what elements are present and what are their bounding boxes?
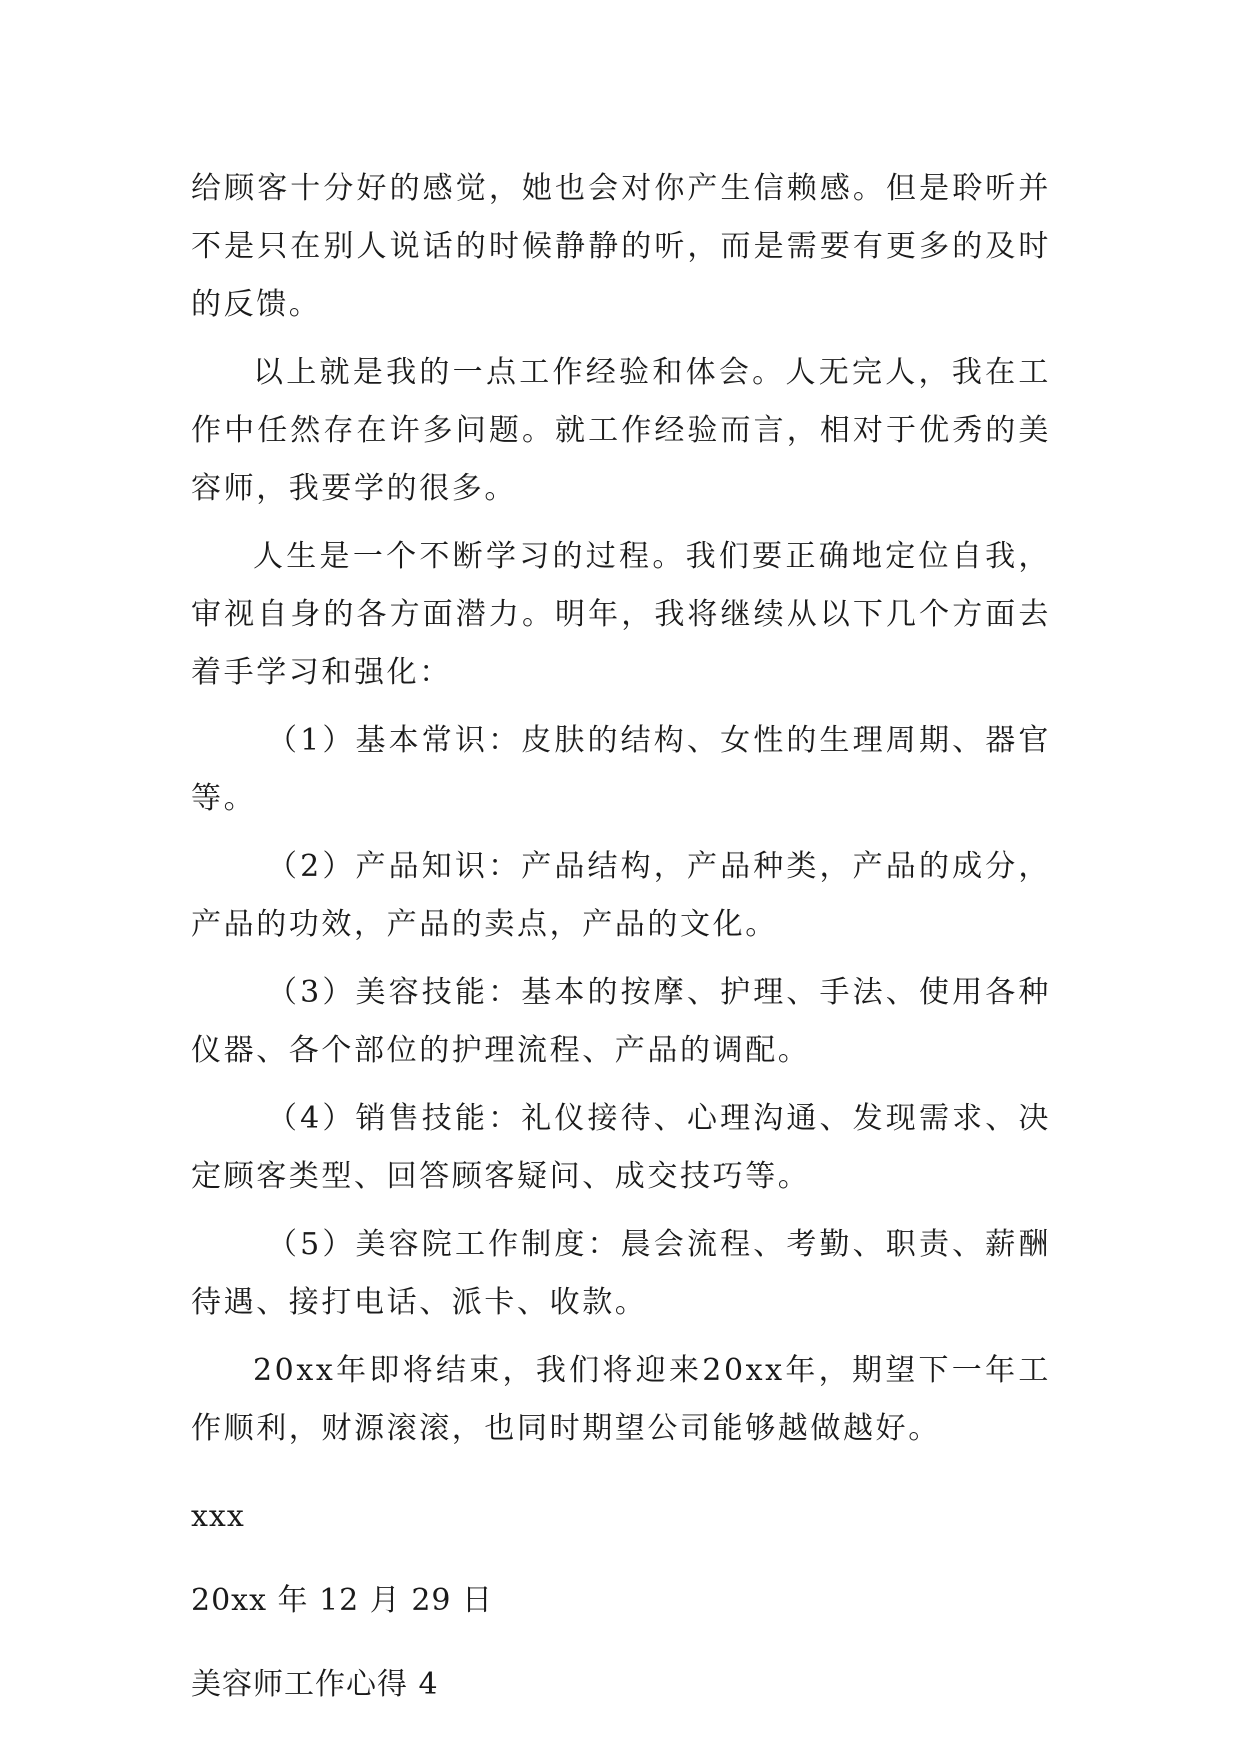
paragraph-listening-feedback: 给顾客十分好的感觉，她也会对你产生信赖感。但是聆听并不是只在别人说话的时候静静的听，而是需要有更多的及时的反馈。 [191, 171, 1051, 322]
list-item-sales-skills: （4）销售技能：礼仪接待、心理沟通、发现需求、决定顾客类型、回答顾客疑问、成交技巧等。 [191, 1101, 1051, 1194]
list-item-basic-knowledge: （1）基本常识：皮肤的结构、女性的生理周期、器官等。 [191, 723, 1051, 816]
paragraph-experience-summary: 以上就是我的一点工作经验和体会。人无完人，我在工作中任然存在许多问题。就工作经验而言，相对于优秀的美容师，我要学的很多。 [191, 355, 1051, 506]
next-section-heading: 美容师工作心得 4 [191, 1667, 439, 1702]
document-page [191, 160, 1051, 1714]
signature: xxx [191, 1499, 245, 1534]
paragraph-learning-plan: 人生是一个不断学习的过程。我们要正确地定位自我，审视自身的各方面潜力。明年，我将继续从以下几个方面去着手学习和强化： [191, 539, 1051, 690]
paragraph-year-end-wish: 20xx年即将结束，我们将迎来20xx年，期望下一年工作顺利，财源滚滚，也同时期望公司能够越做越好。 [191, 1353, 1051, 1446]
list-item-beauty-skills: （3）美容技能：基本的按摩、护理、手法、使用各种仪器、各个部位的护理流程、产品的调配。 [191, 975, 1051, 1068]
document-date: 20xx 年 12 月 29 日 [191, 1583, 494, 1618]
list-item-product-knowledge: （2）产品知识：产品结构，产品种类，产品的成分，产品的功效，产品的卖点，产品的文化。 [191, 849, 1051, 942]
list-item-salon-rules: （5）美容院工作制度：晨会流程、考勤、职责、薪酬待遇、接打电话、派卡、收款。 [191, 1227, 1051, 1320]
